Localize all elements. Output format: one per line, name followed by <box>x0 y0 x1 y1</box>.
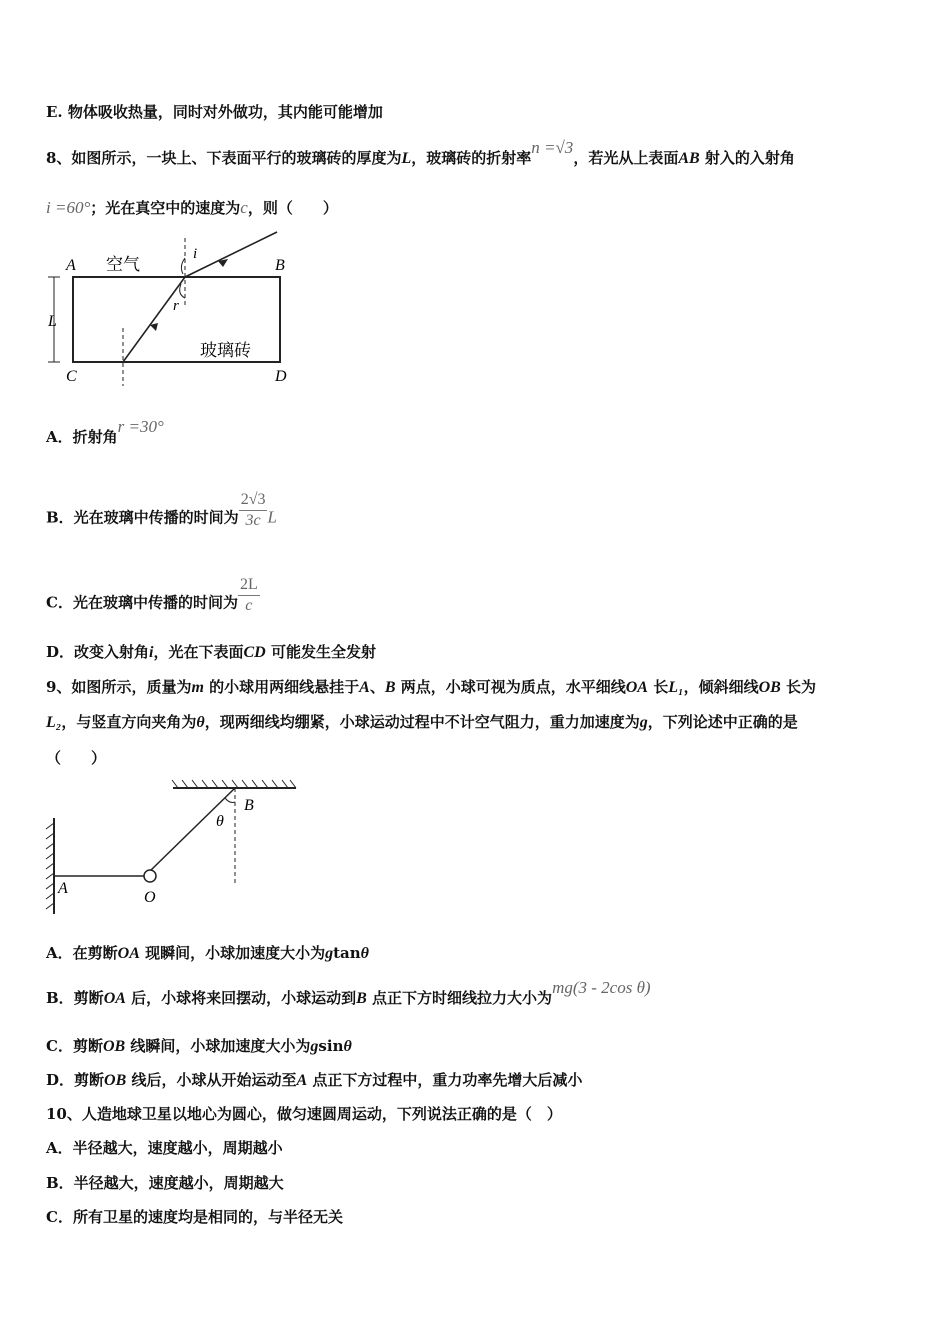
ball <box>144 870 156 882</box>
text: ，倾斜细线 <box>683 678 759 696</box>
math-text: c <box>240 198 248 217</box>
text: A．折射角 <box>46 428 118 446</box>
math-text: θ <box>343 1038 352 1055</box>
text: 射入的入射角 <box>699 149 795 167</box>
text: 长 <box>647 678 669 696</box>
text: C．剪断 <box>46 1037 103 1055</box>
question-9-line2 <box>46 712 798 733</box>
q10-option-c <box>46 1207 343 1227</box>
numerator: 2√3 <box>239 490 268 511</box>
text: 9、如图所示，质量为 <box>46 678 192 696</box>
math-text: θ <box>360 945 369 962</box>
text: tan <box>333 944 361 962</box>
q9-option-a <box>46 943 369 964</box>
math-text: OB <box>102 1038 126 1055</box>
math-text: OA <box>117 945 140 962</box>
text: A．在剪断 <box>46 944 118 962</box>
math-text: OB <box>104 1072 127 1089</box>
label-glass: 玻璃砖 <box>200 341 251 360</box>
text: 点正下方过程中，重力功率先增大后减小 <box>307 1071 583 1089</box>
text: 的小球用两细线悬挂于 <box>203 678 360 696</box>
fraction <box>238 575 260 616</box>
q9-option-b <box>46 978 651 1009</box>
refracted-ray <box>123 277 185 362</box>
math-text: θ <box>196 714 205 731</box>
text: 10、人造地球卫星以地心为圆心，做匀速圆周运动，下列说法正确的是（ ） <box>46 1105 562 1123</box>
label-b: B <box>275 257 285 274</box>
text: ，则（ ） <box>247 199 338 217</box>
label-theta: θ <box>216 813 224 830</box>
label-r: r <box>173 298 179 314</box>
text: sin <box>318 1037 344 1055</box>
figure-glass-brick <box>40 228 310 388</box>
question-10 <box>46 1104 562 1124</box>
option-e-q7 <box>46 102 383 122</box>
label-air: 空气 <box>106 255 140 274</box>
math-text: g <box>639 714 648 731</box>
text: C．所有卫星的速度均是相同的，与半径无关 <box>46 1208 343 1226</box>
math-text: AB <box>678 150 700 167</box>
math-text: g <box>325 945 334 962</box>
incident-ray <box>185 232 277 277</box>
denominator: 3c <box>245 512 261 529</box>
text: ，若光从上表面 <box>573 149 679 167</box>
math-text: L₁ <box>668 679 684 696</box>
math-text: A <box>296 1072 308 1089</box>
text: 两点，小球可视为质点，水平细线 <box>395 678 626 696</box>
text: ，光在下表面 <box>153 643 244 661</box>
fraction <box>239 490 268 531</box>
text: B．剪断 <box>46 989 104 1007</box>
label-i: i <box>193 246 198 262</box>
text: ，现两细线均绷紧，小球运动过程中不计空气阻力，重力加速度为 <box>204 713 640 731</box>
text: A．半径越大，速度越小，周期越小 <box>46 1139 283 1157</box>
text: 可能发生全发射 <box>265 643 376 661</box>
text: ，下列论述中正确的是 <box>647 713 798 731</box>
label-a: A <box>66 257 76 274</box>
text: 后，小球将来回摆动，小球运动到 <box>125 989 357 1007</box>
text: B．光在玻璃中传播的时间为 <box>46 508 239 527</box>
text: ，玻璃砖的折射率 <box>411 149 532 167</box>
math-text: r =30° <box>117 417 164 436</box>
text: 线后，小球从开始运动至 <box>126 1071 297 1089</box>
text: 长为 <box>780 678 817 696</box>
question-9-line1 <box>46 677 816 698</box>
text: 点正下方时细线拉力大小为 <box>366 989 553 1007</box>
label-d: D <box>275 368 287 385</box>
math-text: mg(3 - 2cos θ) <box>552 978 651 997</box>
question-8-line2 <box>46 198 338 218</box>
math-text: L <box>401 150 412 167</box>
q8-option-d <box>46 642 376 663</box>
label-l: L <box>48 313 57 330</box>
text: E. 物体吸收热量，同时对外做功，其内能可能增加 <box>46 103 383 121</box>
q9-option-d <box>46 1070 582 1091</box>
text: D．剪断 <box>46 1071 105 1089</box>
math-text: i =60° <box>46 198 91 217</box>
math-text: g <box>310 1038 319 1055</box>
label-o: O <box>144 889 156 906</box>
label-c: C <box>66 368 77 385</box>
math-text: i <box>149 644 154 661</box>
figure-pendulum <box>40 778 305 918</box>
math-text: n =√3 <box>531 138 574 157</box>
text: （ ） <box>46 749 107 767</box>
text: D．改变入射角 <box>46 643 150 661</box>
label-a: A <box>58 880 68 897</box>
q8-option-c <box>46 576 260 624</box>
label-b: B <box>244 797 254 814</box>
q9-option-c <box>46 1036 352 1057</box>
text: B．半径越大，速度越小，周期越大 <box>46 1174 284 1192</box>
text: 8、如图所示，一块上、下表面平行的玻璃砖的厚度为 <box>46 149 402 167</box>
math-text: OA <box>103 990 126 1007</box>
math-text: OA <box>625 679 648 696</box>
q10-option-b <box>46 1173 284 1193</box>
text: C．光在玻璃中传播的时间为 <box>46 593 238 612</box>
question-8-line1 <box>46 138 795 169</box>
denominator: c <box>245 597 253 614</box>
text: 现瞬间，小球加速度大小为 <box>139 944 326 962</box>
text: 、 <box>369 678 385 696</box>
numerator: 2L <box>238 575 260 596</box>
q8-option-b <box>46 491 277 539</box>
math-text: A <box>359 679 370 696</box>
text: ，与竖直方向夹角为 <box>61 713 197 731</box>
math-text: CD <box>243 644 266 661</box>
text: ；光在真空中的速度为 <box>90 199 241 217</box>
math-text: B <box>384 679 396 696</box>
math-text: L <box>267 507 277 527</box>
q8-option-a <box>46 417 164 447</box>
math-text: m <box>191 679 204 696</box>
math-text: B <box>356 990 367 1007</box>
math-text: L₂ <box>46 714 62 731</box>
question-9-line3 <box>46 748 106 768</box>
math-text: OB <box>758 679 781 696</box>
q10-option-a <box>46 1138 283 1158</box>
text: 线瞬间，小球加速度大小为 <box>125 1037 311 1055</box>
